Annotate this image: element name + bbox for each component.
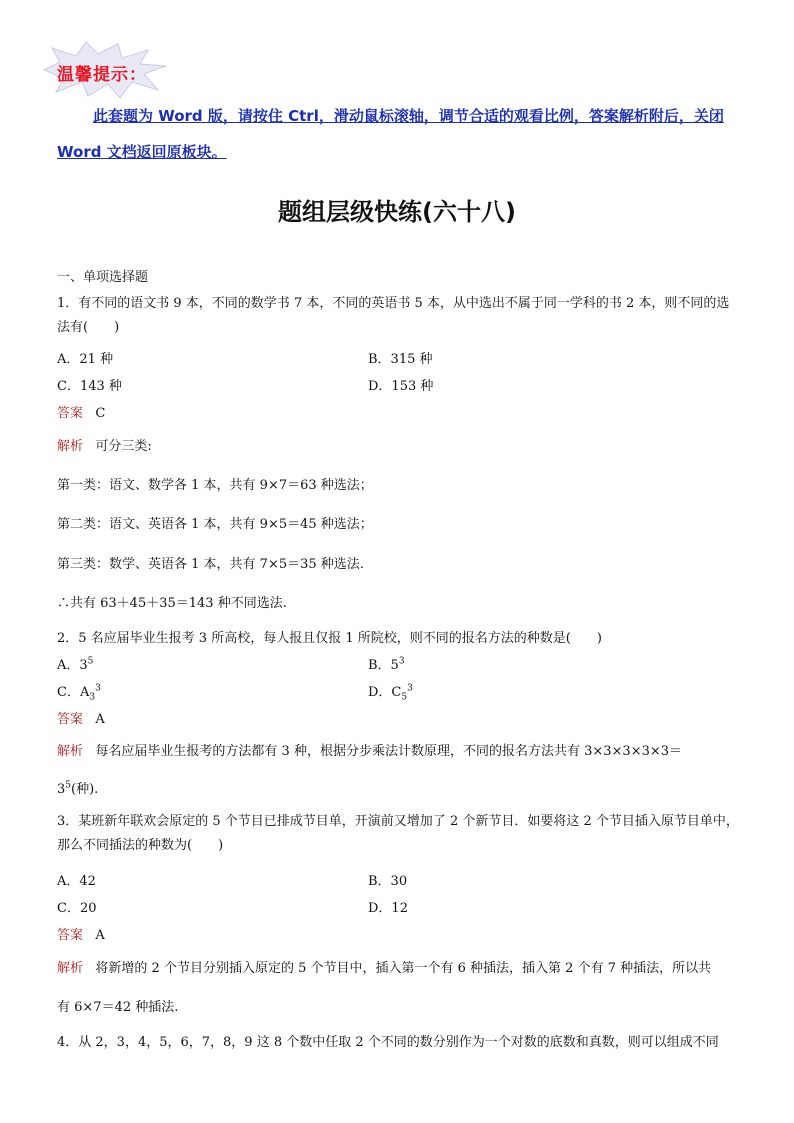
question-2-stem: 2．5 名应届毕业生报考 3 所高校，每人报且仅报 1 所院校，则不同的报名方法的种数是( ) xyxy=(57,631,602,646)
notice-label: 温馨提示： xyxy=(57,65,147,85)
q3-option-c: C．20 xyxy=(57,901,97,916)
q2-option-c: C．$A_3^3$ xyxy=(57,683,101,703)
answer-label: 答案 xyxy=(57,928,84,943)
question-4-stem: 4．从 2，3，4，5，6，7，8，9 这 8 个数中任取 2 个不同的数分别作为一个对数的底数和真数，则可以组成不同 xyxy=(57,1035,719,1050)
q1-option-b: B．315 种 xyxy=(368,352,433,367)
q1-analysis-line: 第一类：语文、数学各 1 本，共有 9×7＝63 种选法； xyxy=(57,478,373,493)
q1-analysis-line: 第三类：数学、英语各 1 本，共有 7×5＝35 种选法. xyxy=(57,557,364,572)
q3-option-b: B．30 xyxy=(368,874,408,889)
question-1-stem: 1．有不同的语文书 9 本，不同的数学书 7 本，不同的英语书 5 本，从中选出不属于同一学科的书 2 本，则不同的选法有( ) xyxy=(57,296,730,335)
q1-option-a: A．21 种 xyxy=(57,352,114,367)
analysis-label: 解析 xyxy=(57,961,84,976)
q2-option-b: B．$5^3$ xyxy=(368,656,405,673)
q3-option-d: D．12 xyxy=(368,901,408,916)
q2-analysis-line: 每名应届毕业生报考的方法都有 3 种，根据分步乘法计数原理，不同的报名方法共有 3×3×3×3×3＝ xyxy=(95,744,683,759)
answer-label: 答案 xyxy=(57,406,84,421)
q2-option-a: A．$3^5$ xyxy=(57,656,94,673)
page-title: 题组层级快练(六十八) xyxy=(278,198,516,226)
q3-answer xyxy=(57,924,105,943)
section-heading: 一、单项选择题 xyxy=(57,270,149,285)
q1-option-d: D．153 种 xyxy=(368,379,434,394)
q3-analysis xyxy=(57,957,711,976)
answer-label: 答案 xyxy=(57,712,84,727)
q1-analysis-line: 可分三类: xyxy=(95,439,152,454)
q2-analysis-line: $3^5$(种). xyxy=(57,780,99,797)
question-3-stem: 3．某班新年联欢会原定的 5 个节目已排成节目单，开演前又增加了 2 个新节目．如要将这 2 个节目插入原节目单中，那么不同插法的种数为( ) xyxy=(57,814,739,853)
notice-text[interactable]: 此套题为 Word 版，请按住 Ctrl，滑动鼠标滚轴，调节合适的观看比例，答案解析附后，关闭 Word 文档返回原板块。 xyxy=(57,107,724,161)
q1-analysis-line: 第二类：语文、英语各 1 本，共有 9×5＝45 种选法； xyxy=(57,517,373,532)
analysis-label: 解析 xyxy=(57,744,84,759)
q3-answer-value: A xyxy=(95,928,105,943)
q3-option-a: A．42 xyxy=(57,874,96,889)
q1-answer xyxy=(57,402,105,421)
q1-analysis-line: ∴共有 63＋45＋35＝143 种不同选法. xyxy=(57,596,287,611)
q3-analysis-line: 将新增的 2 个节目分别插入原定的 5 个节目中，插入第一个有 6 种插法，插入第 2 个有 7 种插法，所以共 xyxy=(95,961,712,976)
q1-analysis xyxy=(57,435,152,454)
q1-answer-value: C xyxy=(95,406,106,421)
q2-answer xyxy=(57,708,105,727)
q2-analysis xyxy=(57,740,682,759)
analysis-label: 解析 xyxy=(57,439,84,454)
q2-option-d: D．$C_5^3$ xyxy=(368,683,413,703)
q1-option-c: C．143 种 xyxy=(57,379,122,394)
q3-analysis-line: 有 6×7＝42 种插法. xyxy=(57,1000,179,1015)
q2-answer-value: A xyxy=(95,712,105,727)
